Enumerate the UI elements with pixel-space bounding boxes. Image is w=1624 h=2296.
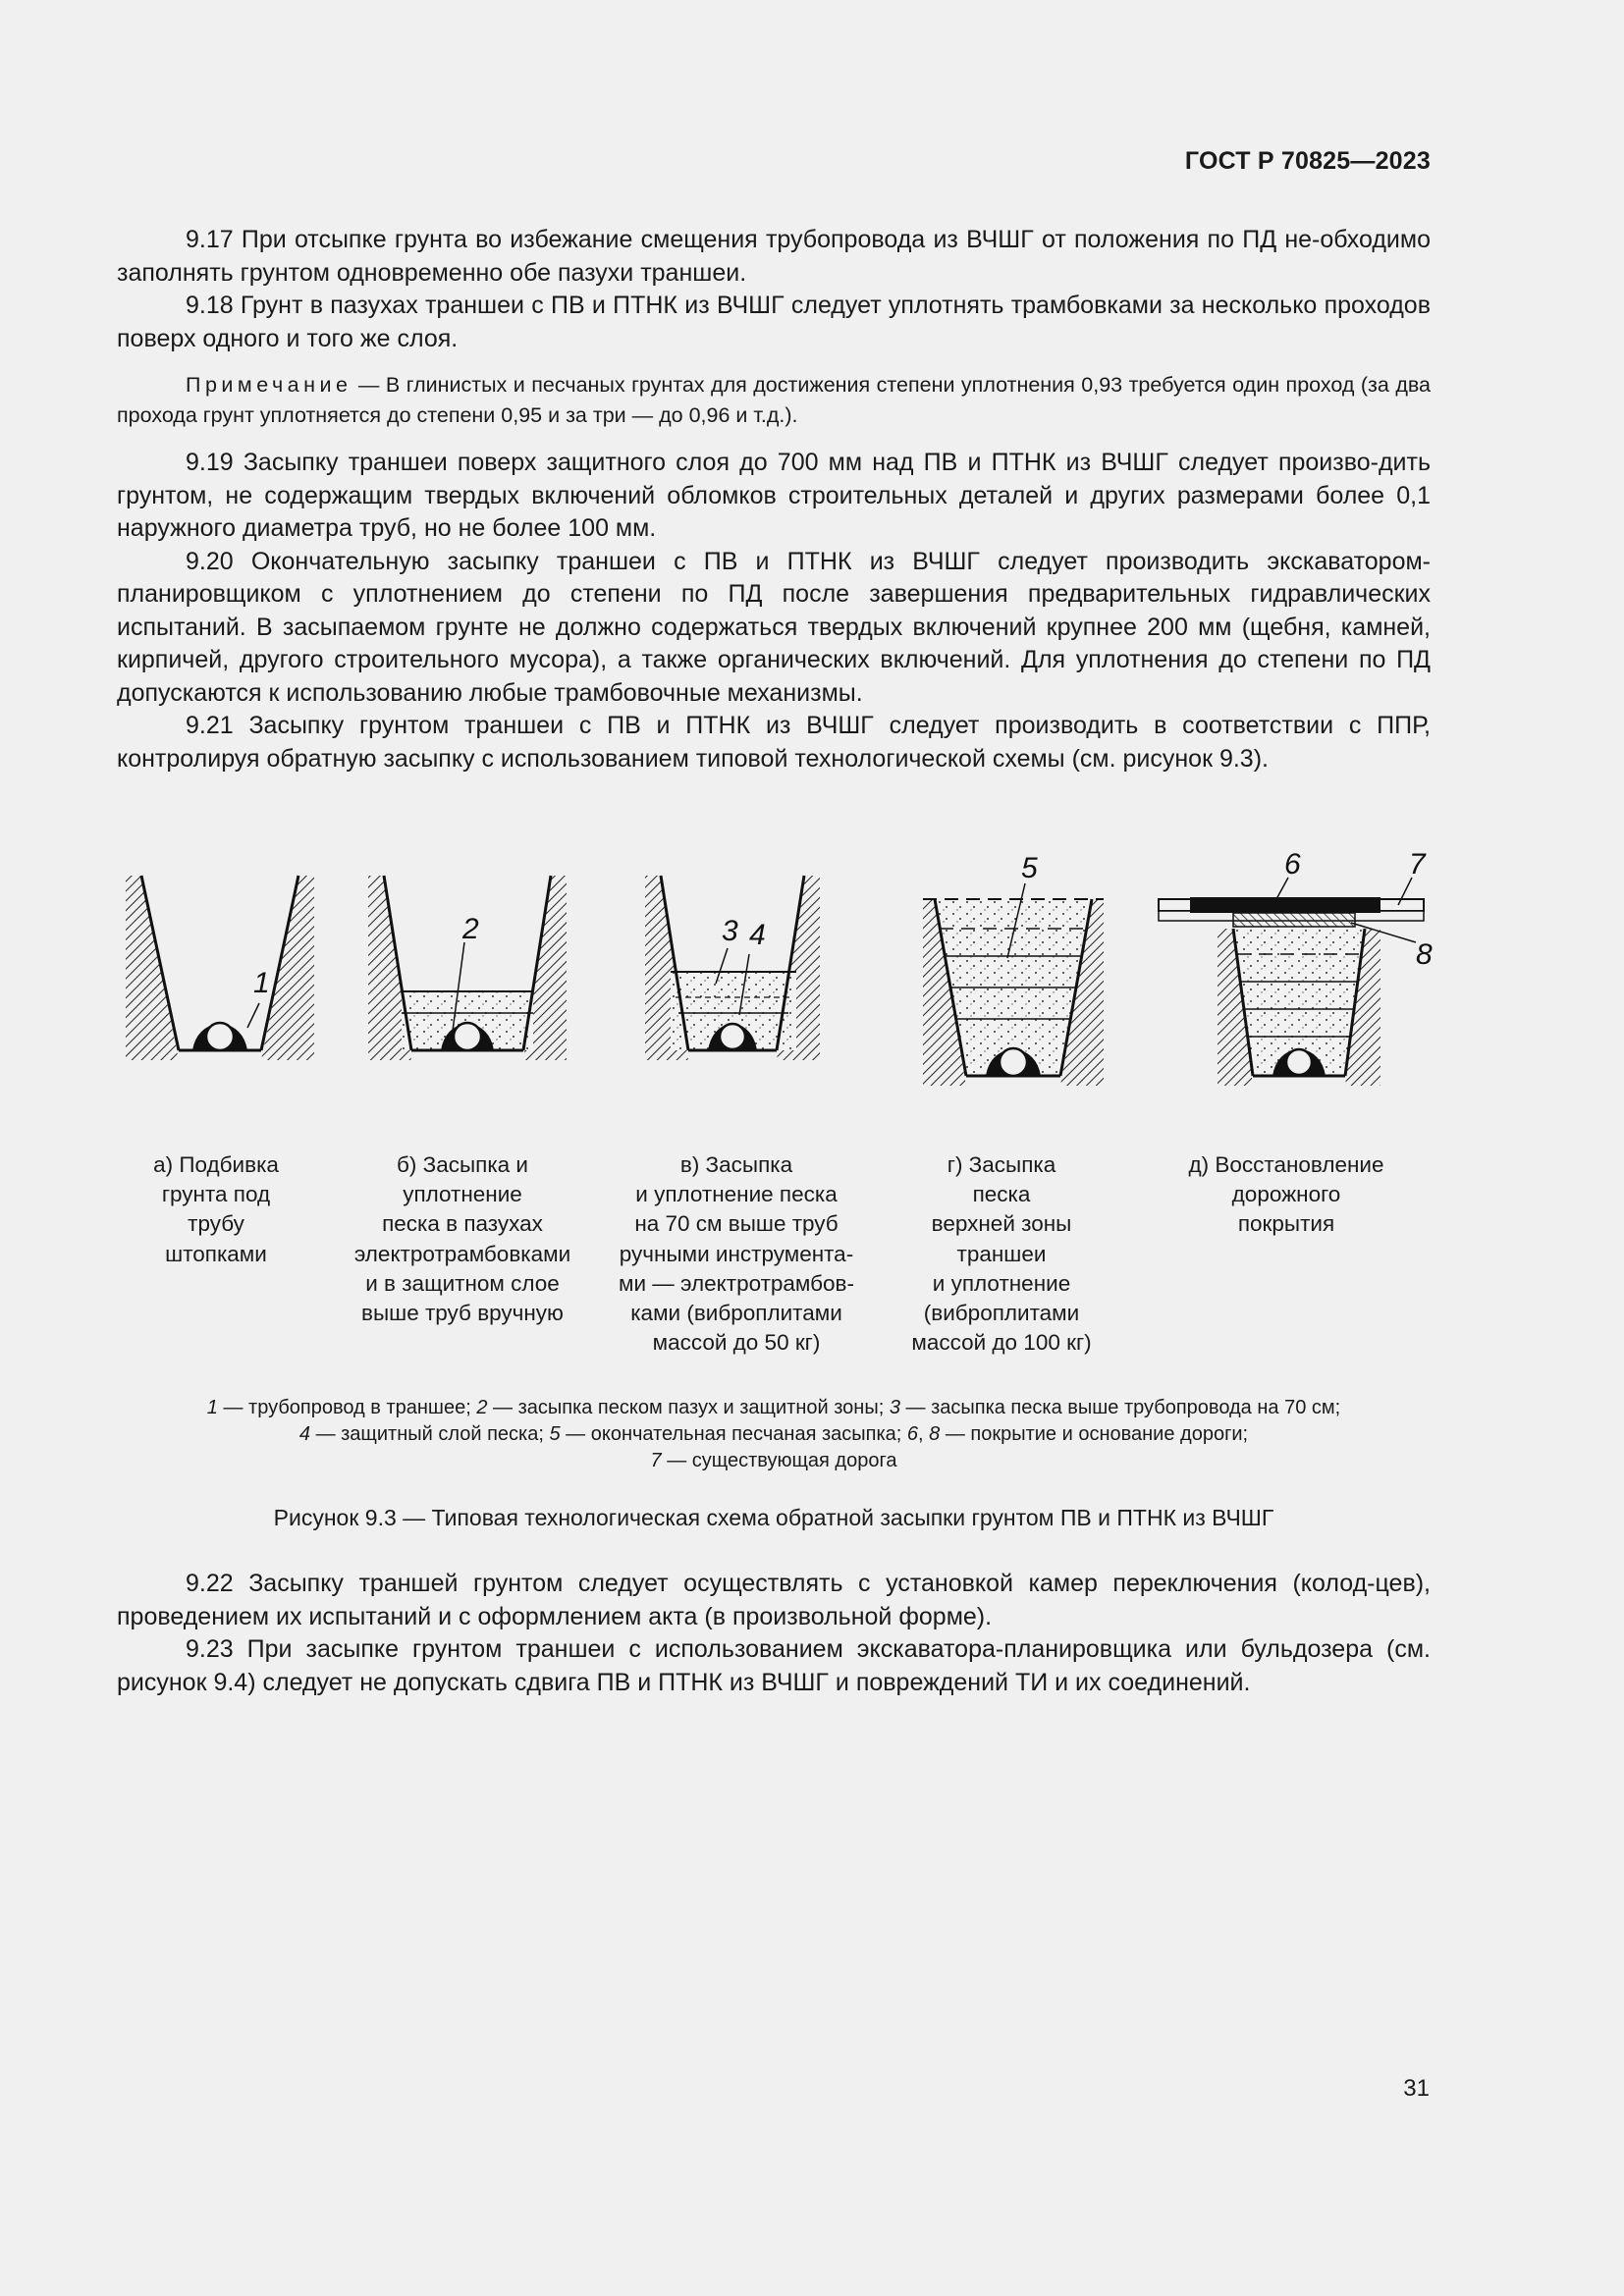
legend-key: 5: [549, 1423, 561, 1445]
paragraphs-bottom: [117, 1568, 1431, 1699]
paragraph-9-18: 9.18 Грунт в пазухах траншеи с ПВ и ПТНК из ВЧШГ следует уплотнять трамбовками за несколько проходов поверх одного и того же слоя.: [117, 292, 1431, 352]
caption-c: в) Засыпка и уплотнение песка на 70 см выше труб ручными инструмента- ми — электротрамбов- ками (виброплитами массой до 50 кг): [619, 1152, 854, 1356]
paragraphs-mid: [117, 447, 1431, 775]
callout-3: 3: [722, 915, 738, 947]
legend-key: 1: [206, 1397, 218, 1418]
figure-9-3-diagram: [108, 840, 1453, 1095]
note-text: — В глинистых и песчаных грунтах для достижения степени уплотнения 0,93 требуется один проход (за два прохода грунт уплотняется до степени 0,95 и за три — до 0,96 и т.д.).: [117, 373, 1431, 427]
legend-key: 3: [889, 1397, 900, 1418]
callout-2: 2: [462, 913, 479, 945]
legend-key: 8: [929, 1423, 941, 1445]
caption-e: д) Восстановление дорожного покрытия: [1188, 1152, 1384, 1237]
figure-legend: [117, 1395, 1431, 1474]
scheme-b: [368, 876, 567, 1060]
figure-captions: [98, 1150, 1443, 1366]
figure-title: Рисунок 9.3 — Типовая технологическая схема обратной засыпки грунтом ПВ и ПТНК из ВЧШГ: [273, 1505, 1274, 1530]
legend-key: 2: [476, 1397, 488, 1418]
note-label: Примечание: [186, 373, 352, 397]
document-id: ГОСТ Р 70825—2023: [1184, 147, 1431, 175]
scheme-c: [645, 876, 820, 1060]
paragraph-9-21: 9.21 Засыпку грунтом траншеи с ПВ и ПТНК из ВЧШГ следует производить в соответствии с ППР, контролируя обратную засыпку с использованием типовой технологической схемы (см. рисунок 9.3).: [117, 712, 1431, 773]
callout-4: 4: [749, 919, 766, 951]
scheme-d: [923, 852, 1104, 1086]
callout-7: 7: [1409, 848, 1426, 881]
paragraph-9-19: 9.19 Засыпку траншеи поверх защитного слоя до 700 мм над ПВ и ПТНК из ВЧШГ следует произво-дить грунтом, не содержащим твердых включений обломков строительных деталей и других размерами более 0,1 наружного диаметра труб, но не более 100 мм.: [117, 449, 1431, 542]
legend-line: 7 — существующая дорога: [650, 1450, 897, 1471]
page-number: 31: [1403, 2075, 1430, 2102]
scheme-e: [1159, 848, 1433, 1086]
caption-a: а) Подбивка грунта под трубу штопками: [153, 1152, 279, 1266]
paragraph-9-22: 9.22 Засыпку траншей грунтом следует осуществлять с установкой камер переключения (колод-цев), проведением их испытаний и с оформлением акта (в произвольной форме).: [117, 1570, 1431, 1630]
scheme-a: [126, 876, 314, 1060]
paragraph-9-23: 9.23 При засыпке грунтом траншеи с использованием экскаватора-планировщика или бульдозера (см. рисунок 9.4) следует не допускать сдвига ПВ и ПТНК из ВЧШГ и повреждений ТИ и их соединений.: [117, 1635, 1431, 1696]
note: [117, 370, 1431, 431]
callout-6: 6: [1284, 848, 1301, 881]
legend-key: 7: [650, 1450, 662, 1471]
callout-8: 8: [1416, 938, 1433, 971]
caption-d: г) Засыпка песка верхней зоны траншеи и уплотнение (виброплитами массой до 100 кг): [911, 1152, 1092, 1356]
legend-key: 4: [298, 1423, 311, 1445]
paragraph-9-17: 9.17 При отсыпке грунта во избежание смещения трубопровода из ВЧШГ от положения по ПД не-обходимо заполнять грунтом одновременно обе пазухи траншеи.: [117, 226, 1431, 287]
caption-b: б) Засыпка и уплотнение песка в пазухах электротрамбовками и в защитном слое выше труб вручную: [353, 1152, 571, 1326]
legend-line: 4 — защитный слой песка; 5 — окончательная песчаная засыпка; 6, 8 — покрытие и основание дороги;: [298, 1423, 1249, 1445]
paragraph-9-20: 9.20 Окончательную засыпку траншеи с ПВ и ПТНК из ВЧШГ следует производить экскаватором-планировщиком с уплотнением до степени по ПД после завершения предварительных гидравлических испытаний. В засыпаемом грунте не должно содержаться твердых включений крупнее 200 мм (щебня, камней, кирпичей, другого строительного мусора), а также органических включений. Для уплотнения до степени по ПД допускаются к использованию любые трамбовочные механизмы.: [117, 547, 1431, 707]
legend-key: 6: [906, 1423, 919, 1445]
callout-1: 1: [253, 967, 270, 999]
paragraphs-top: [117, 224, 1431, 355]
callout-5: 5: [1021, 852, 1038, 884]
legend-line: 1 — трубопровод в траншее; 2 — засыпка песком пазух и защитной зоны; 3 — засыпка песка выше трубопровода на 70 см;: [206, 1397, 1341, 1418]
